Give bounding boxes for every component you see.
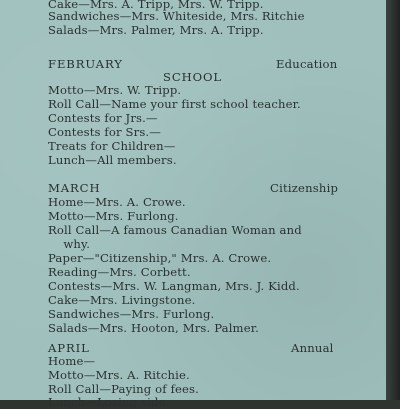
text-line: Contests for Srs.—: [48, 125, 161, 139]
text-line: Roll Call—Paying of fees.: [48, 382, 199, 396]
month-heading-february: FEBRUARY: [48, 57, 123, 71]
text-line: why.: [48, 237, 91, 251]
text-line: Roll Call—A famous Canadian Woman and: [48, 223, 302, 237]
text-line: Contests for Jrs.—: [48, 111, 158, 125]
text-line: Sandwiches—Mrs. Furlong.: [48, 307, 215, 321]
text-line: Paper—"Citizenship," Mrs. A. Crowe.: [48, 251, 272, 265]
text-line: Salads—Mrs. Hooton, Mrs. Palmer.: [48, 321, 259, 335]
text-line: Roll Call—Name your first school teacher.: [48, 97, 301, 111]
theme-february: Education: [276, 57, 338, 71]
text-line: Motto—Mrs. W. Tripp.: [48, 83, 182, 97]
page-edge-shadow: [386, 0, 400, 400]
text-line: Contests—Mrs. W. Langman, Mrs. J. Kidd.: [48, 279, 300, 293]
text-line: Motto—Mrs. Furlong.: [48, 209, 179, 223]
text-line: Cake—Mrs. Livingstone.: [48, 293, 196, 307]
theme-april: Annual: [291, 341, 334, 355]
text-line: Reading—Mrs. Corbett.: [48, 265, 191, 279]
text-line: Motto—Mrs. A. Ritchie.: [48, 368, 190, 382]
text-line: Sandwiches—Mrs. Whiteside, Mrs. Ritchie: [48, 9, 305, 23]
text-line: Cake—Mrs. A. Tripp, Mrs. W. Tripp.: [48, 0, 264, 11]
text-line: Home—Mrs. A. Crowe.: [48, 195, 186, 209]
month-heading-march: MARCH: [48, 181, 101, 195]
month-heading-april: APRIL: [48, 341, 90, 355]
text-line: Treats for Children—: [48, 139, 176, 153]
text-line: Salads—Mrs. Palmer, Mrs. A. Tripp.: [48, 23, 264, 37]
theme-february-school: SCHOOL: [163, 70, 223, 84]
text-line: Lunch—Losing side.: [48, 395, 170, 409]
text-line: Lunch—All members.: [48, 153, 177, 167]
theme-march: Citizenship: [270, 181, 339, 195]
text-line: Home—: [48, 354, 96, 368]
